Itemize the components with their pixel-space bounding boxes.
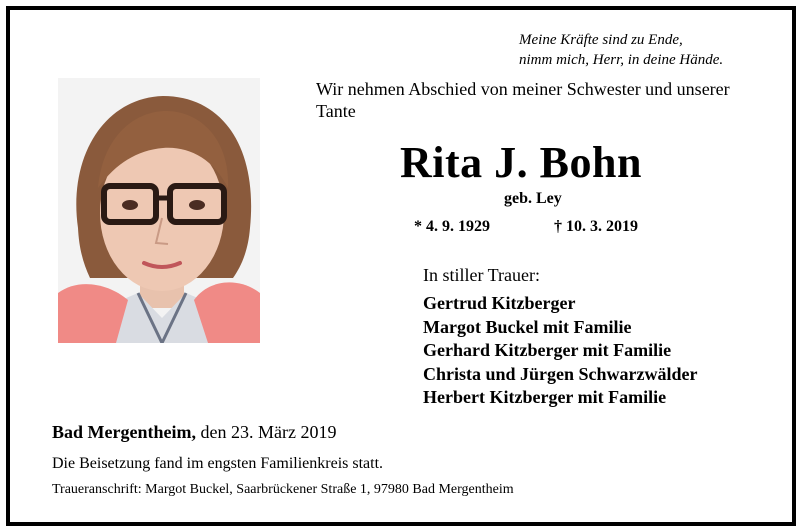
mourner-name: Herbert Kitzberger mit Familie	[423, 387, 667, 407]
mourners-list	[423, 292, 698, 410]
verse-line-1: Meine Kräfte sind zu Ende,	[519, 32, 683, 48]
intro-text: Wir nehmen Abschied von meiner Schwester und unserer Tante	[316, 79, 730, 121]
maiden-name: geb. Ley	[504, 190, 562, 207]
mourner-name: Margot Buckel mit Familie	[423, 316, 632, 337]
birth-date: * 4. 9. 1929	[414, 218, 490, 235]
mourner-name: Gerhard Kitzberger mit Familie	[423, 340, 672, 360]
portrait-photo	[58, 78, 260, 343]
bible-verse	[519, 30, 723, 70]
portrait-illustration	[58, 78, 260, 343]
deceased-name: Rita J. Bohn	[400, 138, 642, 187]
place-name: Bad Mergentheim,	[52, 422, 196, 442]
burial-note: Die Beisetzung fand im engsten Familienkreis statt.	[52, 455, 384, 472]
condolence-address: Traueranschrift: Margot Buckel, Saarbrückener Straße 1, 97980 Bad Mergentheim	[52, 482, 514, 497]
place-and-date	[52, 421, 336, 443]
mourner-name: Christa und Jürgen Schwarzwälder	[423, 363, 698, 384]
death-date: † 10. 3. 2019	[554, 218, 638, 235]
mourner-name: Gertrud Kitzberger	[423, 293, 576, 313]
mourning-label: In stiller Trauer:	[423, 265, 540, 285]
life-dates	[414, 217, 638, 237]
verse-line-2: nimm mich, Herr, in deine Hände.	[519, 52, 724, 68]
notice-date: den 23. März 2019	[195, 422, 337, 442]
